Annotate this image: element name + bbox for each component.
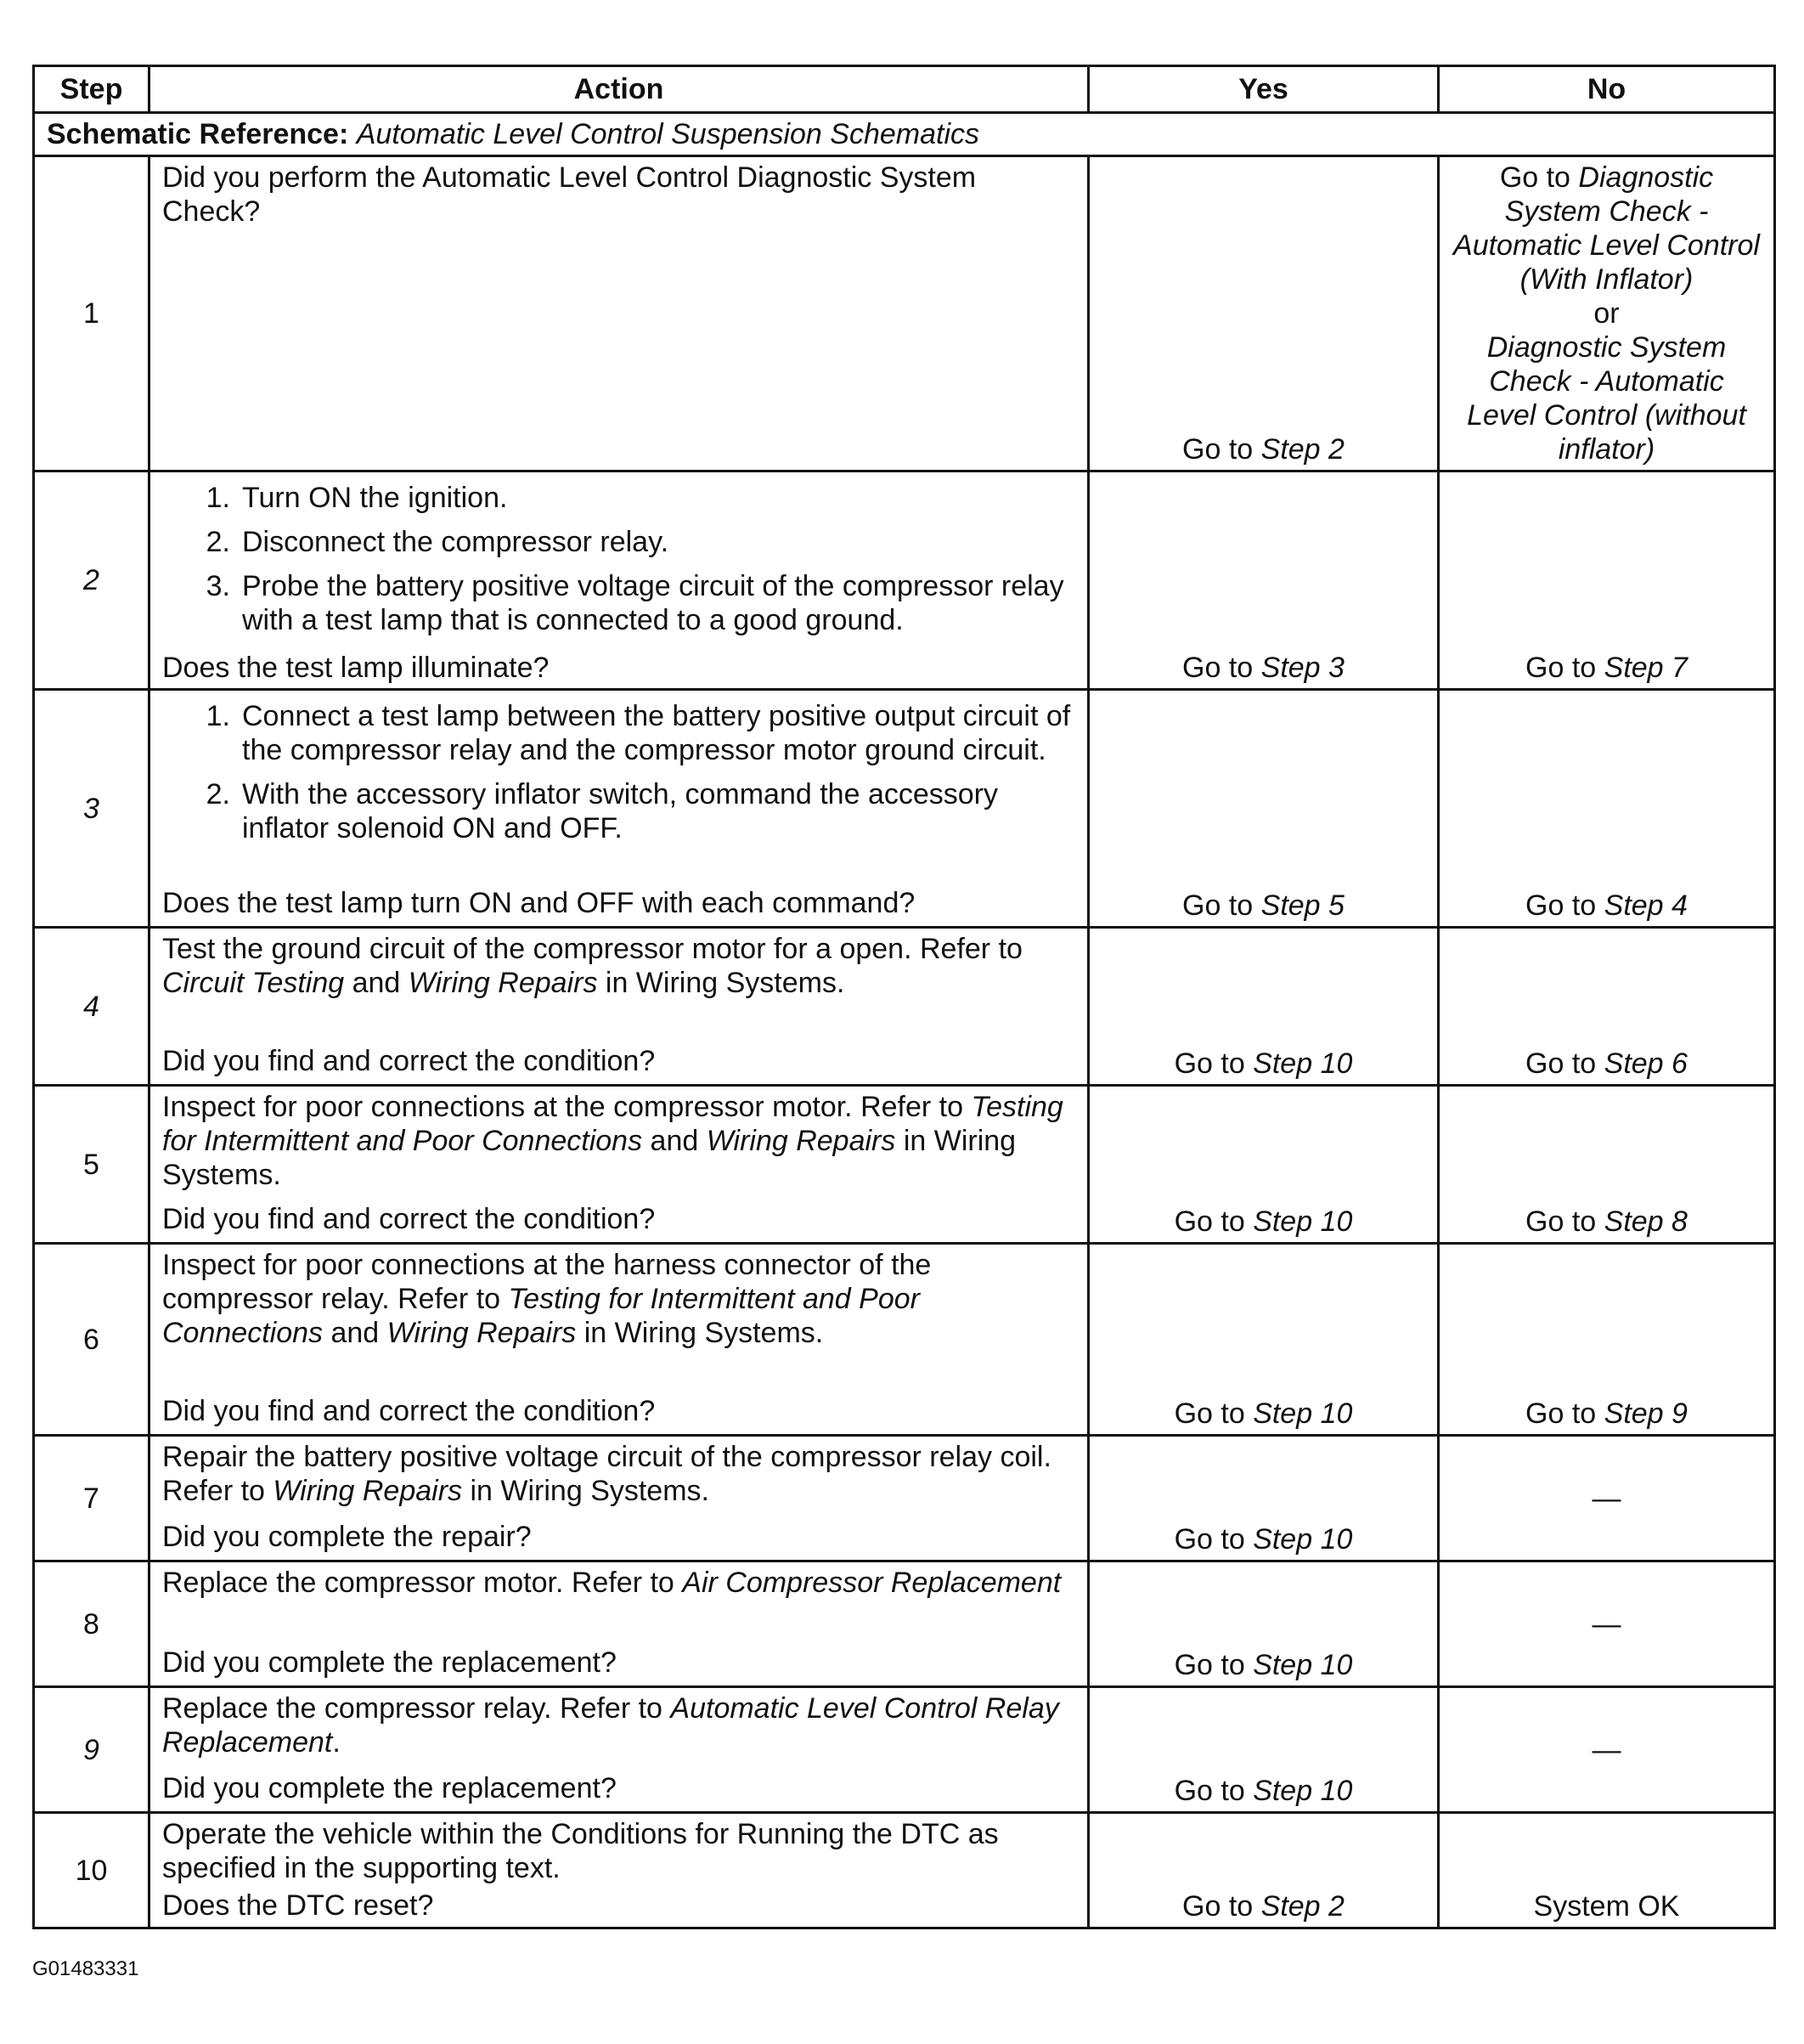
step-number: 2: [34, 471, 149, 690]
table-row: [34, 1436, 1775, 1561]
no-cell: [1439, 690, 1775, 928]
yes-cell: [1089, 690, 1439, 928]
action-text-part: Replace the compressor motor. Refer to: [162, 1567, 683, 1599]
header-action: Action: [149, 66, 1089, 113]
yes-step-link: Step 10: [1253, 1047, 1353, 1080]
action-body: [162, 161, 1075, 463]
action-body: [162, 1817, 1075, 1923]
action-step-number: 3.: [206, 570, 230, 602]
action-step-number: 2.: [206, 526, 230, 558]
reference-link: Wiring Repairs: [706, 1125, 896, 1157]
action-question: Did you find and correct the condition?: [162, 1045, 656, 1077]
action-text-part: .: [332, 1726, 341, 1759]
yes-cell: [1089, 928, 1439, 1086]
header-step: Step: [34, 66, 149, 113]
step-number: 9: [34, 1687, 149, 1813]
action-instructions: [162, 694, 1075, 855]
no-cell: [1439, 1436, 1775, 1561]
step-number: 8: [34, 1561, 149, 1687]
step-number: 6: [34, 1244, 149, 1436]
yes-prefix: Go to: [1174, 1775, 1254, 1807]
schematic-reference-cell: [34, 113, 1775, 156]
figure-id: G01483331: [32, 1957, 139, 1980]
yes-cell: [1089, 471, 1439, 690]
reference-link: Circuit Testing: [162, 967, 345, 999]
yes-cell: [1089, 1687, 1439, 1813]
no-result-text: System OK: [1533, 1890, 1680, 1923]
action-text-part: Operate the vehicle within the Conditions for Running the DTC as specified in the supporting text.: [162, 1818, 999, 1884]
header-row: [34, 66, 1775, 113]
action-text: [162, 1817, 1075, 1885]
action-question: Does the test lamp illuminate?: [162, 652, 550, 684]
step-number: 3: [34, 690, 149, 928]
action-question: Did you complete the repair?: [162, 1521, 532, 1553]
no-prefix: Go to: [1525, 652, 1604, 684]
action-instructions: [162, 1817, 1075, 1885]
action-step-item: [162, 777, 1075, 845]
yes-step-link: Step 5: [1260, 889, 1345, 922]
action-cell: [149, 156, 1089, 471]
yes-cell: [1089, 1244, 1439, 1436]
action-question: Does the DTC reset?: [162, 1889, 434, 1922]
no-prefix: Go to: [1525, 1397, 1604, 1430]
header-no: No: [1439, 66, 1775, 113]
action-text-part: Inspect for poor connections at the harness connector of the compressor relay. Refer to: [162, 1249, 932, 1315]
no-cell: [1439, 1561, 1775, 1687]
yes-prefix: Go to: [1182, 652, 1261, 684]
action-cell: [149, 690, 1089, 928]
yes-step-link: Step 10: [1253, 1397, 1353, 1430]
action-body: [162, 1691, 1075, 1805]
action-instructions: [162, 1248, 1075, 1350]
reference-link: Air Compressor Replacement: [682, 1567, 1062, 1599]
reference-link: Wiring Repairs: [273, 1475, 463, 1507]
action-step-text: Disconnect the compressor relay.: [242, 526, 669, 558]
no-reference-link: Diagnostic System Check - Automatic Level Control (With Inflator): [1453, 161, 1760, 296]
action-text-part: and: [642, 1125, 707, 1157]
action-cell: [149, 1244, 1089, 1436]
no-prefix: Go to: [1499, 161, 1579, 194]
no-cell: [1439, 1086, 1775, 1244]
action-instructions: [162, 476, 1075, 647]
step-number: 1: [34, 156, 149, 471]
action-cell: [149, 471, 1089, 690]
action-text-part: in Wiring Systems.: [162, 1125, 1017, 1191]
action-text: [162, 1248, 1075, 1350]
action-text-part: and: [344, 967, 409, 999]
no-cell: [1439, 1244, 1775, 1436]
no-prefix: Go to: [1525, 1206, 1604, 1238]
table-row: [34, 1561, 1775, 1687]
no-step-link: Step 9: [1604, 1397, 1688, 1430]
diagnostic-table: [32, 65, 1776, 1929]
no-cell: [1439, 471, 1775, 690]
table-row: [34, 1687, 1775, 1813]
yes-cell: [1089, 1813, 1439, 1928]
no-step-link: Step 6: [1604, 1047, 1688, 1080]
yes-step-link: Step 10: [1253, 1649, 1353, 1681]
action-body: [162, 1248, 1075, 1428]
action-step-number: 2.: [206, 778, 230, 810]
yes-step-link: Step 3: [1260, 652, 1345, 684]
action-instructions: [162, 1566, 1075, 1600]
action-text-part: in Wiring Systems.: [462, 1475, 709, 1507]
action-question: Did you find and correct the condition?: [162, 1203, 656, 1235]
action-text: [162, 1566, 1075, 1600]
action-text-part: Test the ground circuit of the compressor motor for a open. Refer to: [162, 933, 1023, 965]
yes-prefix: Go to: [1174, 1523, 1254, 1556]
table-row: [34, 156, 1775, 471]
yes-prefix: Go to: [1174, 1206, 1254, 1238]
no-cell: [1439, 156, 1775, 471]
no-step-link: Step 7: [1604, 652, 1688, 684]
yes-step-link: Step 10: [1253, 1523, 1353, 1556]
action-step-item: [162, 699, 1075, 767]
action-cell: [149, 1086, 1089, 1244]
yes-prefix: Go to: [1174, 1649, 1254, 1681]
action-question: Did you perform the Automatic Level Control Diagnostic System Check?: [162, 161, 977, 228]
yes-cell: [1089, 1436, 1439, 1561]
action-step-item: [162, 569, 1075, 637]
yes-step-link: Step 10: [1253, 1775, 1353, 1807]
no-cell: [1439, 928, 1775, 1086]
schematic-reference-row: [34, 113, 1775, 156]
action-text: [162, 932, 1075, 1000]
action-body: [162, 476, 1075, 685]
yes-cell: [1089, 156, 1439, 471]
action-steps-list: [162, 699, 1075, 845]
action-text-part: in Wiring Systems.: [597, 967, 845, 999]
table-row: [34, 1813, 1775, 1928]
action-cell: [149, 1436, 1089, 1561]
action-text: [162, 1090, 1075, 1192]
action-text-part: Repair the battery positive voltage circuit of the compressor relay coil. Refer to: [162, 1441, 1051, 1507]
action-steps-list: [162, 481, 1075, 637]
schematic-reference-label: Schematic Reference:: [47, 118, 349, 150]
action-question: Did you complete the replacement?: [162, 1772, 617, 1804]
action-question: Did you complete the replacement?: [162, 1646, 617, 1679]
no-or-text: or: [1593, 297, 1620, 330]
reference-link: Testing for Intermittent and Poor Connections: [162, 1283, 920, 1349]
yes-prefix: Go to: [1182, 433, 1261, 466]
action-step-text: With the accessory inflator switch, command the accessory inflator solenoid ON and OFF.: [242, 778, 998, 844]
action-text-part: in Wiring Systems.: [576, 1317, 824, 1349]
action-body: [162, 1090, 1075, 1236]
reference-link: Wiring Repairs: [386, 1317, 577, 1349]
no-cell: [1439, 1813, 1775, 1928]
table-row: [34, 1086, 1775, 1244]
action-instructions: [162, 1440, 1075, 1508]
action-question: Did you find and correct the condition?: [162, 1395, 656, 1427]
table-row: [34, 471, 1775, 690]
yes-prefix: Go to: [1174, 1397, 1254, 1430]
yes-cell: [1089, 1086, 1439, 1244]
action-body: [162, 1566, 1075, 1680]
yes-prefix: Go to: [1182, 889, 1261, 922]
action-body: [162, 694, 1075, 920]
no-prefix: Go to: [1525, 889, 1604, 922]
yes-prefix: Go to: [1182, 1890, 1261, 1923]
action-question: Does the test lamp turn ON and OFF with each command?: [162, 887, 916, 919]
table-row: [34, 1244, 1775, 1436]
schematic-reference-link: Automatic Level Control Suspension Schematics: [356, 118, 979, 150]
reference-link: Automatic Level Control Relay Replacement: [162, 1692, 1059, 1759]
action-step-number: 1.: [206, 700, 230, 732]
action-instructions: [162, 932, 1075, 1000]
action-text-part: Inspect for poor connections at the compressor motor. Refer to: [162, 1091, 972, 1123]
action-step-item: [162, 481, 1075, 515]
yes-step-link: Step 2: [1260, 433, 1345, 466]
action-text-part: and: [323, 1317, 387, 1349]
action-instructions: [162, 1691, 1075, 1759]
yes-step-link: Step 10: [1253, 1206, 1353, 1238]
header-yes: Yes: [1089, 66, 1439, 113]
no-reference-link: Diagnostic System Check - Automatic Level Control (without inflator): [1467, 331, 1746, 466]
yes-prefix: Go to: [1174, 1047, 1254, 1080]
no-step-link: Step 4: [1604, 889, 1688, 922]
no-dash: —: [1592, 1733, 1621, 1766]
action-step-item: [162, 525, 1075, 559]
step-number: 10: [34, 1813, 149, 1928]
step-number: 5: [34, 1086, 149, 1244]
action-cell: [149, 1813, 1089, 1928]
action-step-text: Probe the battery positive voltage circuit of the compressor relay with a test lamp that is connected to a good ground.: [242, 570, 1064, 636]
action-step-number: 1.: [206, 482, 230, 514]
action-instructions: [162, 1090, 1075, 1192]
action-cell: [149, 1687, 1089, 1813]
no-dash: —: [1592, 1482, 1621, 1515]
no-cell: [1439, 1687, 1775, 1813]
action-cell: [149, 1561, 1089, 1687]
action-instructions: [162, 161, 1075, 229]
yes-step-link: Step 2: [1260, 1890, 1345, 1923]
action-step-text: Turn ON the ignition.: [242, 482, 508, 514]
table-row: [34, 690, 1775, 928]
reference-link: Testing for Intermittent and Poor Connections: [162, 1091, 1063, 1157]
table-body: [34, 113, 1775, 1928]
action-text: [162, 1691, 1075, 1759]
step-number: 4: [34, 928, 149, 1086]
action-text: [162, 1440, 1075, 1508]
action-body: [162, 932, 1075, 1078]
action-step-text: Connect a test lamp between the battery positive output circuit of the compressor relay and the compressor motor ground circuit.: [242, 700, 1071, 766]
step-number: 7: [34, 1436, 149, 1561]
yes-cell: [1089, 1561, 1439, 1687]
action-cell: [149, 928, 1089, 1086]
no-prefix: Go to: [1525, 1047, 1604, 1080]
no-step-link: Step 8: [1604, 1206, 1688, 1238]
table-row: [34, 928, 1775, 1086]
action-text-part: Replace the compressor relay. Refer to: [162, 1692, 671, 1725]
action-body: [162, 1440, 1075, 1554]
no-dash: —: [1592, 1607, 1621, 1640]
reference-link: Wiring Repairs: [408, 967, 598, 999]
